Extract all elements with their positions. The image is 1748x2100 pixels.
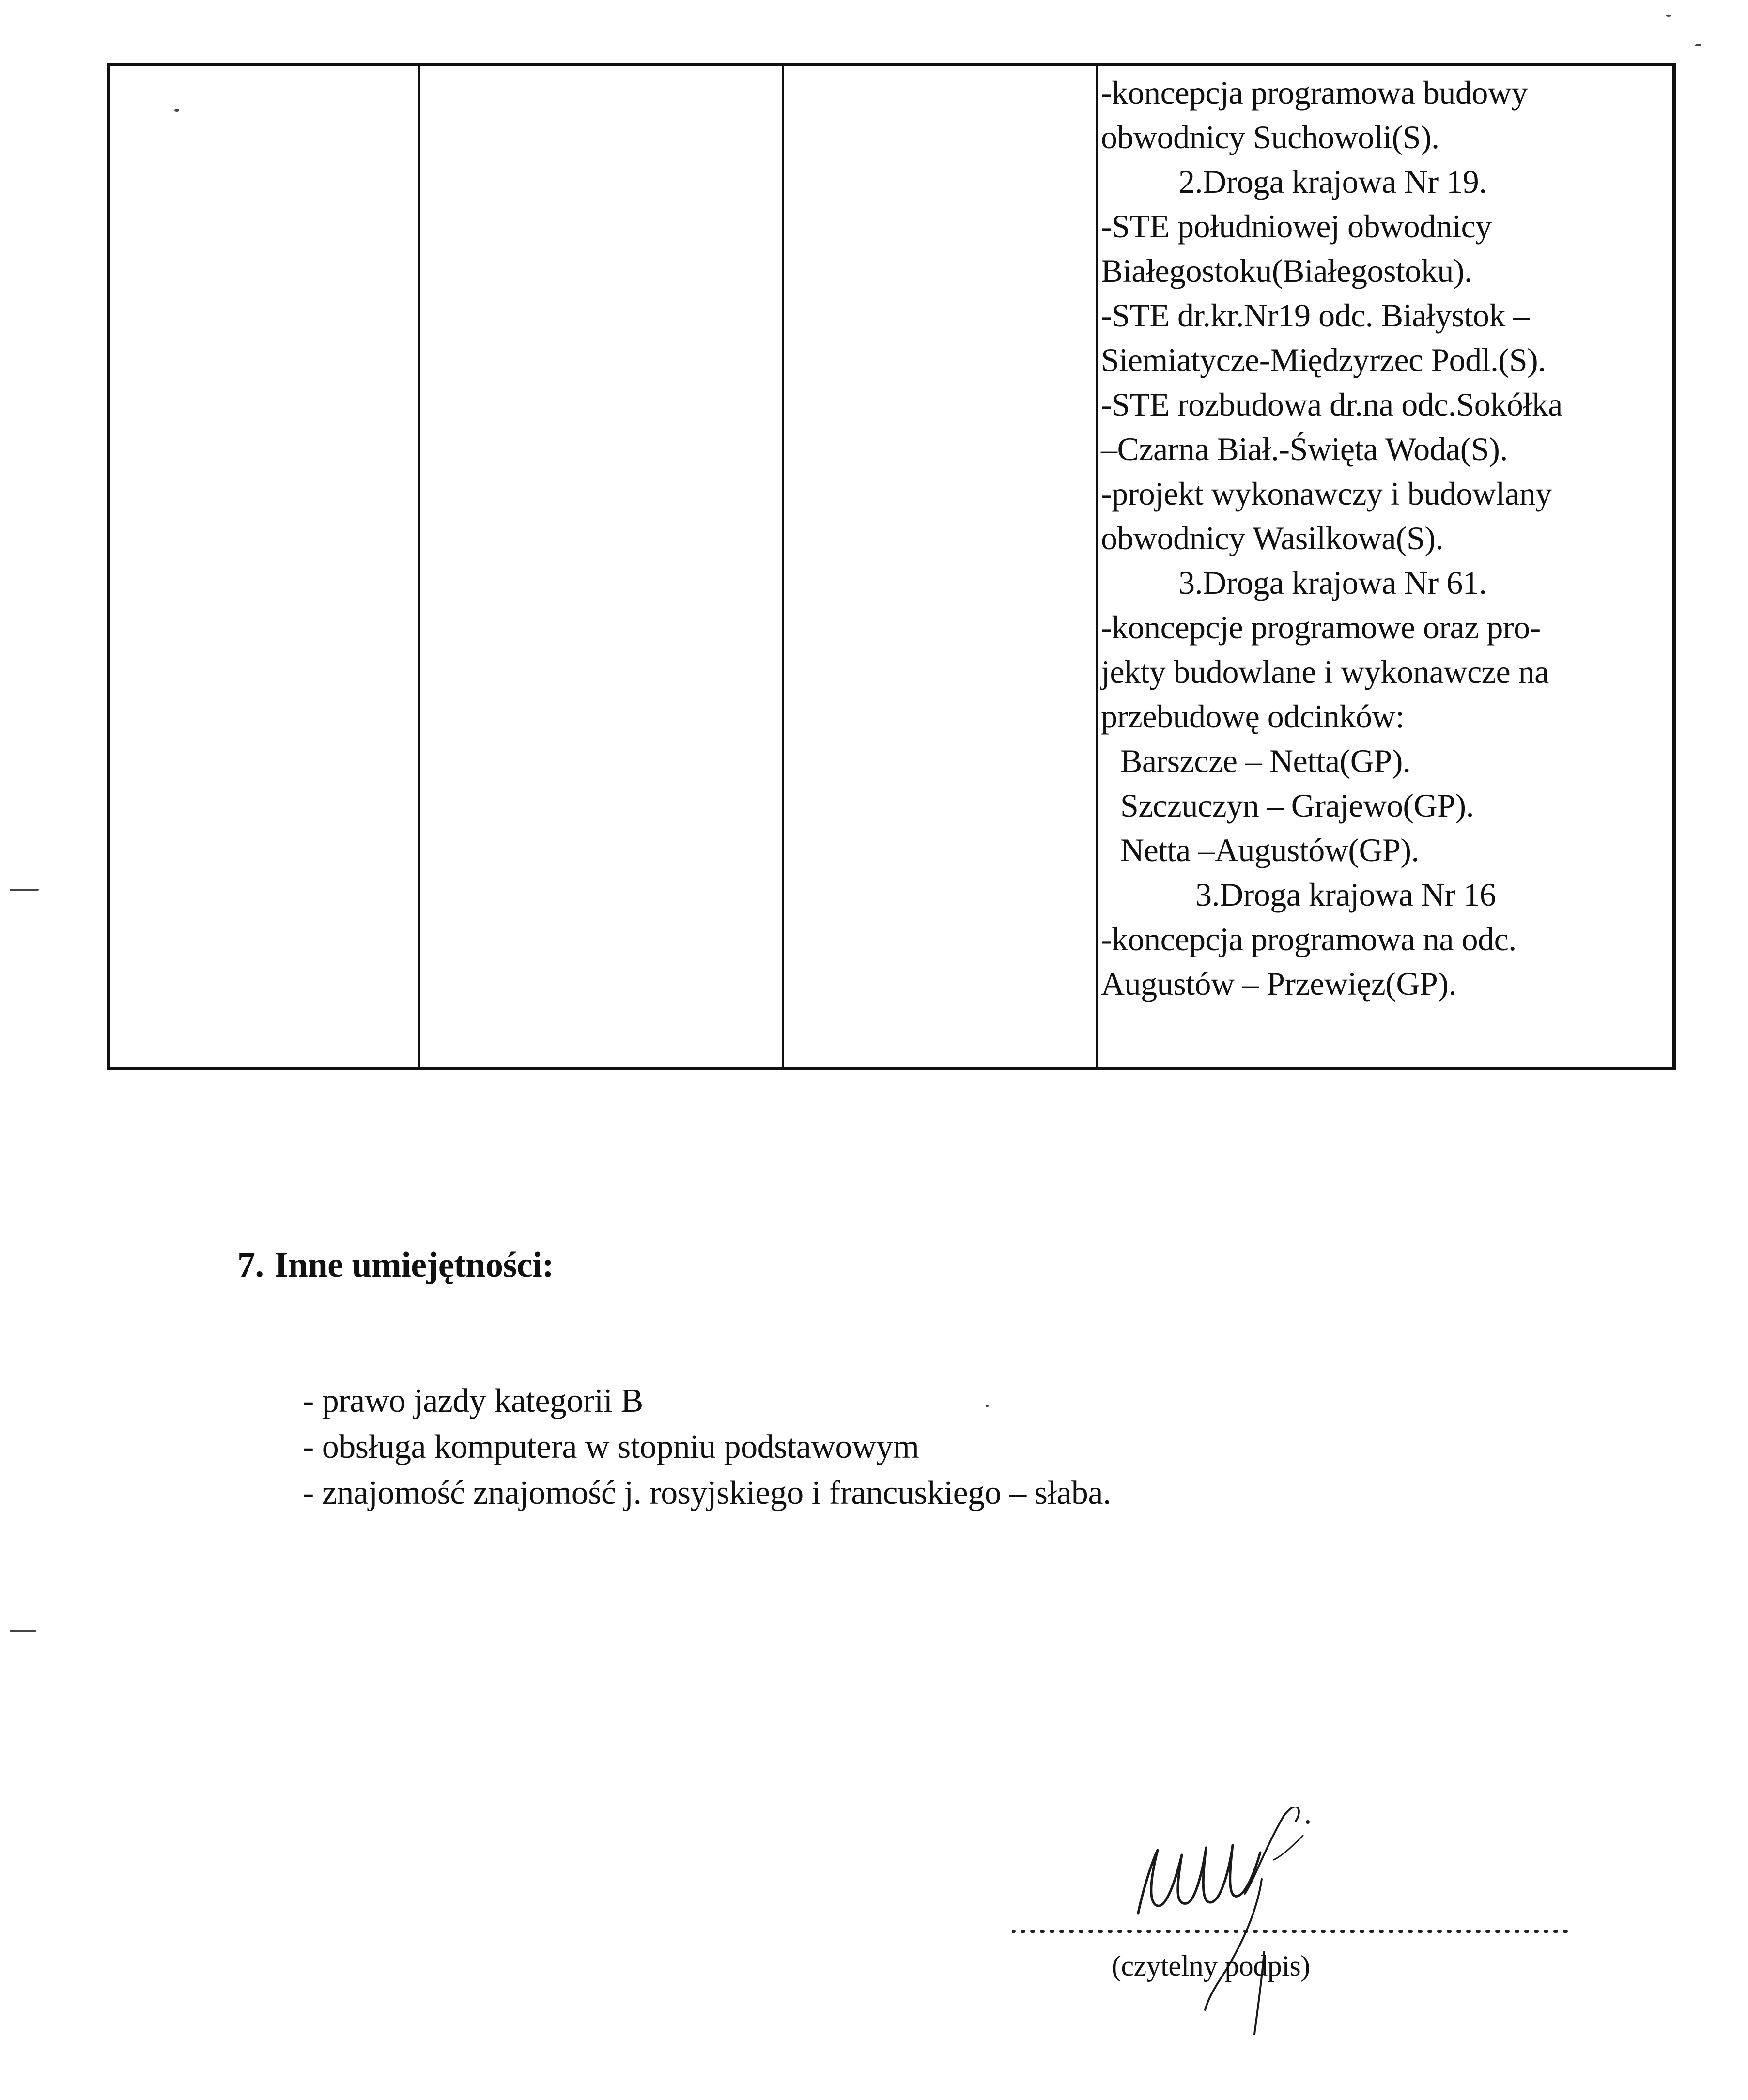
experience-table — [107, 63, 1676, 1070]
project-line: Augustów – Przewięz(GP). — [1101, 965, 1456, 1002]
project-line: przebudowę odcinków: — [1101, 698, 1405, 735]
project-line: -STE południowej obwodnicy — [1101, 208, 1492, 245]
scan-speck — [1666, 15, 1671, 17]
project-line: -koncepcja programowa na odc. — [1101, 921, 1516, 957]
scan-speck — [10, 889, 39, 891]
table-column-3 — [784, 66, 1098, 1067]
route-line: Barszcze – Netta(GP). — [1120, 742, 1411, 779]
route-line: Szczuczyn – Grajewo(GP). — [1120, 787, 1474, 824]
signature-block — [1012, 1807, 1569, 2058]
road-heading: 3.Droga krajowa Nr 16 — [1195, 876, 1496, 913]
handwritten-signature — [1012, 1807, 1569, 2058]
table-column-4 — [1098, 66, 1672, 1067]
project-line: Białegostoku(Białegostoku). — [1101, 252, 1472, 289]
scan-speck — [1695, 44, 1701, 46]
project-line: -STE dr.kr.Nr19 odc. Białystok – — [1101, 297, 1530, 334]
project-line: obwodnicy Suchowoli(S). — [1101, 119, 1439, 155]
signature-caption: (czytelny podpis) — [1112, 1950, 1310, 1982]
scan-speck — [174, 109, 179, 112]
project-line: -koncepcja programowa budowy — [1101, 74, 1528, 111]
table-column-2 — [420, 66, 784, 1067]
skill-item: - obsługa komputera w stopniu podstawowym — [303, 1428, 919, 1466]
table-column-1 — [110, 66, 420, 1067]
skill-item: - prawo jazdy kategorii B — [303, 1382, 643, 1420]
road-heading: 2.Droga krajowa Nr 19. — [1178, 163, 1487, 200]
project-line: -projekt wykonawczy i budowlany — [1101, 475, 1552, 512]
project-line: –Czarna Biał.-Święta Woda(S). — [1101, 431, 1508, 467]
skill-item: - znajomość znajomość j. rosyjskiego i francuskiego – słaba. — [303, 1474, 1112, 1512]
section-title — [237, 1245, 554, 1286]
section-other-skills — [237, 1245, 554, 1286]
project-line: -STE rozbudowa dr.na odc.Sokółka — [1101, 386, 1562, 423]
project-line: jekty budowlane i wykonawcze na — [1101, 653, 1549, 690]
road-heading: 3.Droga krajowa Nr 61. — [1178, 564, 1487, 601]
scan-speck — [10, 1630, 36, 1632]
section-number: 7. — [237, 1245, 264, 1285]
section-title-text: Inne umiejętności: — [274, 1245, 554, 1285]
project-line: Siemiatycze-Międzyrzec Podl.(S). — [1101, 341, 1546, 378]
scan-speck — [986, 1405, 989, 1407]
skills-list — [303, 1378, 1111, 1516]
project-line: obwodnicy Wasilkowa(S). — [1101, 520, 1444, 556]
project-line: -koncepcje programowe oraz pro- — [1101, 609, 1541, 646]
project-list — [1101, 66, 1672, 1006]
route-line: Netta –Augustów(GP). — [1120, 832, 1420, 868]
